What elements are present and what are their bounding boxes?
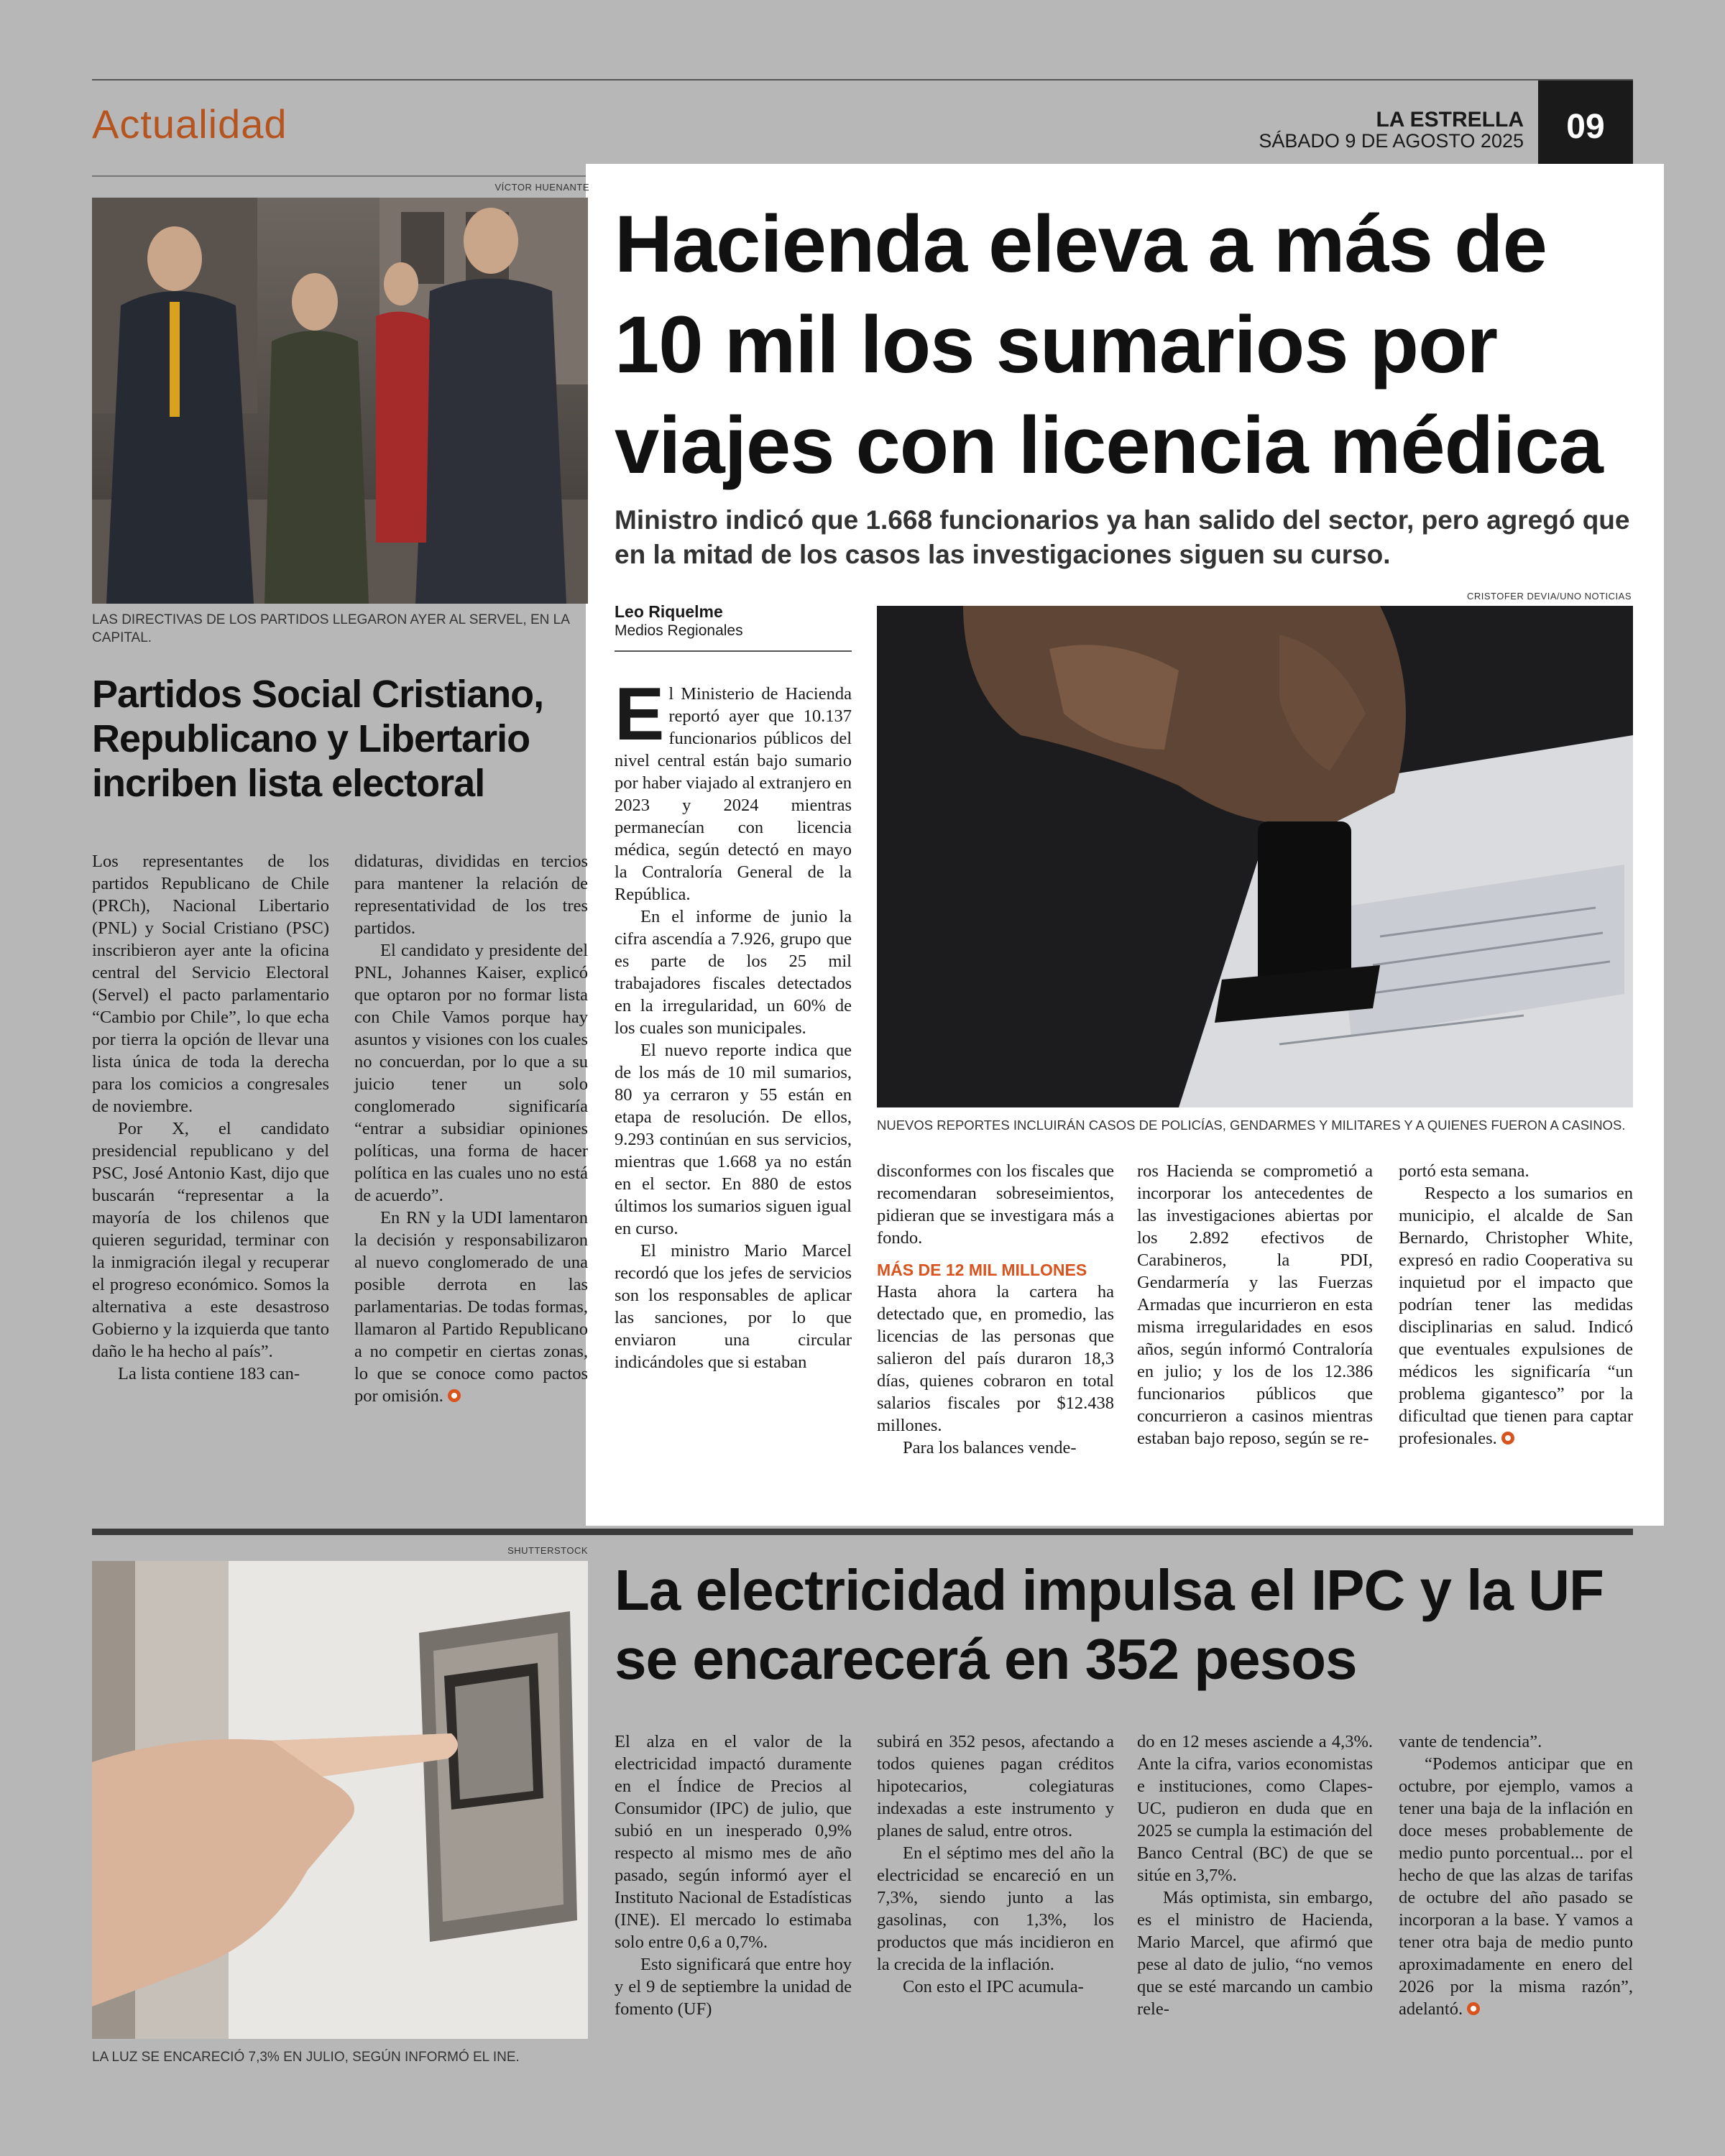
main-photo-caption: NUEVOS REPORTES INCLUIRÁN CASOS DE POLICÍAS, GENDARMES Y MILITARES Y A QUIENES FUERON A CASINOS. <box>877 1118 1626 1133</box>
masthead-name: LA ESTRELLA <box>1376 108 1524 132</box>
bottom-photo <box>92 1561 588 2039</box>
main-story-col-2 <box>877 1160 1114 1459</box>
byline-rule <box>615 650 852 652</box>
left-photo <box>92 198 588 604</box>
bottom-story-col-2 <box>877 1731 1114 1998</box>
left-col1-p3: La lista contiene 183 can- <box>118 1364 300 1383</box>
end-of-article-icon <box>1467 2002 1480 2015</box>
bottom-col1-p2: Esto significará que entre hoy y el 9 de septiembre la unidad de fomento (UF) <box>615 1955 852 2019</box>
bottom-story-col-1 <box>615 1731 852 2020</box>
bottom-photo-credit: SHUTTERSTOCK <box>507 1545 588 1556</box>
main-col4-p2: Respecto a los sumarios en municipio, el alcalde de San Bernardo, Christopher White, expresó en radio Cooperativa su inquietud por el impacto que podrían tener las medidas disciplinarias en salud. Indicó que eventuales expulsiones de médicos les significaría “un problema gigantesco” por la dificultad que tienen para captar profesionales. <box>1399 1184 1633 1448</box>
main-col3-p1: ros Hacienda se comprometió a incorporar los antecedentes de las investigaciones abiertas por los 2.892 efectivos de Carabineros, la PDI, Gendarmería y las Fuerzas Armadas que incurrieron en esta misma irregularidades en esos años, según informó Contraloría en julio; y los de los 12.386 funcionarios públicos que concurrieron a casinos mientras estaban bajo reposo, según se re- <box>1137 1161 1373 1448</box>
left-photo-credit: VÍCTOR HUENANTE <box>494 182 589 193</box>
main-photo-credit: CRISTOFER DEVIA/UNO NOTICIAS <box>1466 591 1632 602</box>
bottom-story-col-4 <box>1399 1731 1633 2020</box>
byline-author: Leo Riquelme <box>615 602 723 621</box>
bottom-col4-p1: vante de tendencia”. <box>1399 1732 1542 1751</box>
main-photo <box>877 606 1633 1107</box>
left-headline: Partidos Social Cristiano, Republicano y Libertario incriben lista electoral <box>92 673 544 805</box>
bottom-col2-p2: En el séptimo mes del año la electricidad se encareció en un 7,3%, siendo junto a las gasolinas, con 1,3%, los productos que más incidieron en la crecida de la inflación. <box>877 1843 1114 1974</box>
main-col2-p1: disconformes con los fiscales que recomendaran sobreseimientos, pidieran que se investigara más a fondo. <box>877 1161 1114 1248</box>
bottom-col2-p3: Con esto el IPC acumula- <box>903 1977 1084 1996</box>
left-col2-p3: En RN y la UDI lamentaron la decisión y responsabilizaron al nuevo conglomerado de una posible derrota en las parlamentarias. De todas formas, llamaron al Partido Republicano a no competir en ciertas zonas, lo que se conoce como pactos por omisión. <box>354 1208 588 1406</box>
end-of-article-icon <box>1501 1432 1514 1445</box>
left-story-col-1 <box>92 850 329 1385</box>
bottom-col3-p1: do en 12 meses asciende a 4,3%. Ante la cifra, varios economistas e instituciones, como Clapes-UC, pudieron en duda que en 2025 se cumpla la estimación del Banco Central (BC) de que se sitúe en 3,7%. <box>1137 1732 1373 1885</box>
main-story-col-4 <box>1399 1160 1633 1450</box>
main-headline: Hacienda eleva a más de 10 mil los sumarios por viajes con licencia médica <box>615 199 1603 490</box>
left-col1-p1: Los representantes de los partidos Republicano de Chile (PRCh), Nacional Libertario (PNL) y Social Cristiano (PSC) inscribieron ayer ante la oficina central del Servicio Electoral (Servel) el pacto parlamentario “Cambio por Chile”, lo que echa por tierra la opción de llevar una lista única de toda la derecha para los comicios a congresales de noviembre. <box>92 852 329 1116</box>
page-number: 09 <box>1538 80 1633 174</box>
main-col1-p4: El ministro Mario Marcel recordó que los jefes de servicios son los responsables de aplicar las sanciones, por lo que enviaron una circular indicándoles que si estaban <box>615 1241 852 1372</box>
bottom-col1-p1: El alza en el valor de la electricidad impactó duramente en el Índice de Precios al Consumidor (IPC) de julio, que subió en un inesperado 0,9% respecto al mismo mes de año pasado, según informó ayer el Instituto Nacional de Estadísticas (INE). El mercado lo estimaba solo entre 0,6 a 0,7%. <box>615 1732 852 1952</box>
end-of-article-icon <box>448 1389 461 1402</box>
main-col4-p1: portó esta semana. <box>1399 1161 1530 1181</box>
bottom-story-col-3 <box>1137 1731 1373 2020</box>
main-col2-p3: Para los balances vende- <box>903 1438 1077 1457</box>
main-story-col-3 <box>1137 1160 1373 1450</box>
main-subhead: MÁS DE 12 MIL MILLONES <box>877 1261 1087 1279</box>
bottom-headline: La electricidad impulsa el IPC y la UF se encarecerá en 352 pesos <box>615 1558 1604 1691</box>
left-story-col-2 <box>354 850 588 1407</box>
left-col2-p2: El candidato y presidente del PNL, Johannes Kaiser, explicó que optaron por no formar lista con Chile Vamos porque hay asuntos y visiones con los cuales no concuerdan, por lo que a su juicio tener un solo conglomerado significaría “entrar a subsidiar opiniones políticas, una forma de hacer política en las cuales uno no está de acuerdo”. <box>354 941 588 1205</box>
main-deck: Ministro indicó que 1.668 funcionarios ya han salido del sector, pero agregó que en la mitad de los casos las investigaciones siguen su curso. <box>615 505 1630 569</box>
main-col1-p2: En el informe de junio la cifra ascendía a 7.926, grupo que es parte de los 25 mil trabajadores fiscales detectados en la irregularidad, un 60% de los cuales son municipales. <box>615 907 852 1038</box>
bottom-col2-p1: subirá en 352 pesos, afectando a todos quienes pagan créditos hipotecarios, colegiaturas indexadas a este instrumento y planes de salud, entre otros. <box>877 1732 1114 1841</box>
bottom-col3-p2: Más optimista, sin embargo, es el ministro de Hacienda, Mario Marcel, que afirmó que pese al dato de julio, “no vemos que se esté marcando un cambio rele- <box>1137 1888 1373 2019</box>
main-col1-p3: El nuevo reporte indica que de los más de 10 mil sumarios, 80 ya cerraron y 55 están en etapa de resolución. De ellos, 9.293 continúan en sus servicios, mientras que 1.668 ya no están en el sector. En 880 de estos últimos los sumarios siguen igual en curso. <box>615 1041 852 1238</box>
section-divider <box>92 1529 1633 1535</box>
left-photo-caption: LAS DIRECTIVAS DE LOS PARTIDOS LLEGARON AYER AL SERVEL, EN LA CAPITAL. <box>92 612 569 645</box>
section-label: Actualidad <box>92 101 288 147</box>
header-top-rule <box>92 79 1633 80</box>
main-col2-p2: Hasta ahora la cartera ha detectado que, en promedio, las licencias de las personas que salieron del país duraron 18,3 días, quienes cobraron en total salarios fiscales por $12.438 millones. <box>877 1282 1114 1435</box>
left-col2-p1: didaturas, divididas en tercios para mantener la relación de representatividad de los tres partidos. <box>354 852 588 938</box>
byline-org: Medios Regionales <box>615 622 743 639</box>
bottom-photo-caption: LA LUZ SE ENCARECIÓ 7,3% EN JULIO, SEGÚN INFORMÓ EL INE. <box>92 2050 520 2065</box>
dropcap: E <box>615 673 665 756</box>
left-col1-p2: Por X, el candidato presidencial republicano y del PSC, José Antonio Kast, dijo que buscarán “representar a la mayoría de los chilenos que quieren seguridad, terminar con la inmigración ilegal y recuperar el progreso económico. Somos la alternativa a este desastroso Gobierno y la izquierda que tanto daño le ha hecho al país”. <box>92 1119 329 1361</box>
main-lead: l Ministerio de Hacienda reportó ayer que 10.137 funcionarios públicos del nivel central están bajo sumario por haber viajado al extranjero en 2023 y 2024 mientras permanecían con licencia médica, según detectó en mayo la Contraloría General de la República. <box>615 684 852 904</box>
bottom-col4-p2: “Podemos anticipar que en octubre, por ejemplo, vamos a tener una baja de la inflación en doce meses probablemente de medio punto porcentual... por el hecho de que las alzas de tarifas de octubre del año pasado se incorporan a la base. Y vamos a tener otra baja de medio punto aproximadamente en enero del 2026 por la misma razón”, adelantó. <box>1399 1754 1633 2019</box>
main-story-col-1 <box>615 673 852 1373</box>
issue-date: SÁBADO 9 DE AGOSTO 2025 <box>1259 130 1524 152</box>
